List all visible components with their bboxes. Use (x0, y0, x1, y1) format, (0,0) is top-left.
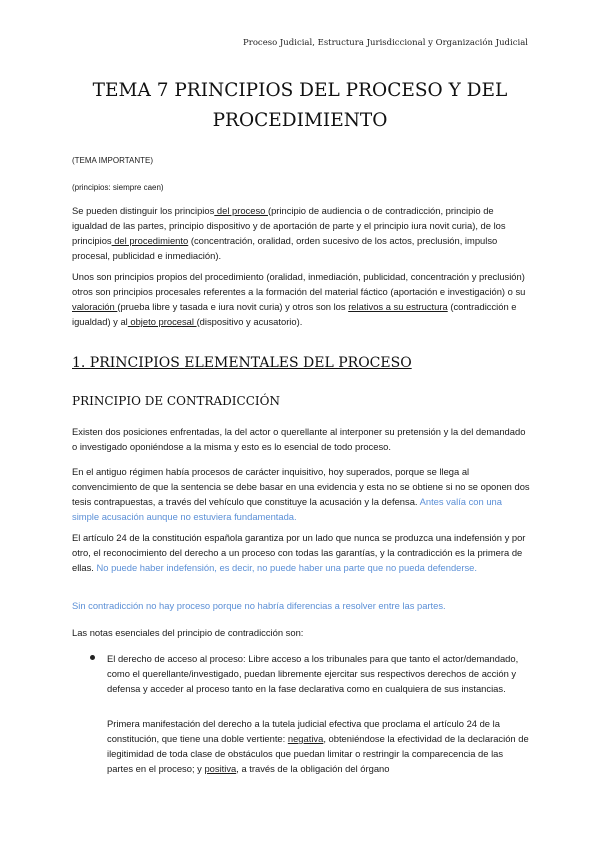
link-del-proceso: del proceso (214, 205, 268, 216)
term-negativa: negativa (287, 733, 324, 744)
bullet-item-1: El derecho de acceso al proceso: Libre acceso a los tribunales para que tanto el actor/demandado, como el querellante/investigado, puedan libremente ejercitar sus respectivos derechos de acción y defensa y acceder al proceso tanto en la fase declarativa como en cualquiera de sus instancias. (107, 653, 519, 694)
term-positiva: positiva (204, 763, 237, 774)
title-line-2: PROCEDIMIENTO (212, 110, 388, 131)
title-line-1: TEMA 7 PRINCIPIOS DEL PROCESO Y DEL (92, 80, 508, 101)
bullet-item-1-subparagraph: Primera manifestación del derecho a la tutela judicial efectiva que proclama el artículo 24 de la constitución, que tiene una doble vertiente: negativa, obteniéndose la efectividad de la declaración de ilegitimidad de toda clase de obstáculos que puedan limitar o restringir la comparecencia de las partes en el proceso; y positiva, a través de la obligación del órgano (107, 718, 529, 774)
note-important: (TEMA IMPORTANTE) (72, 156, 154, 165)
link-del-procedimiento: del procedimiento (111, 235, 189, 246)
intro-paragraph-2: Unos son principios propios del procedimiento (oralidad, inmediación, publicidad, concentración y preclusión) otros son principios procesales referentes a la formación del material fáctico (aportación e investigación) o su valoración (prueba libre y tasada e iura novit curia) y otros son los relativos a su estructura (contradicción e igualdad) y al objeto procesal (dispositivo y acusatorio). (72, 271, 526, 327)
term-relativos-estructura: relativos a su estructura (348, 301, 448, 312)
annotation-blue-3: Sin contradicción no hay proceso porque no habría diferencias a resolver entre las partes. (72, 600, 446, 611)
paragraph-notas: Las notas esenciales del principio de contradicción son: (72, 627, 304, 638)
note-always: (principios: siempre caen) (72, 183, 164, 192)
page-title (60, 76, 540, 136)
annotation-blue-2: No puede haber indefensión, es decir, no puede haber una parte que no pueda defenderse. (93, 562, 478, 573)
intro-paragraph-1: Se pueden distinguir los principios del proceso (principio de audiencia o de contradicción, principio de igualdad de las partes, principio dispositivo y de aportación de parte y el principio iura novit curia), de los principios del procedimiento (concentración, oralidad, orden sucesivo de los actos, preclusión, impulso procesal, publicidad e inmediación). (72, 205, 506, 261)
bullet-dot-icon (90, 655, 95, 660)
section-heading: 1. PRINCIPIOS ELEMENTALES DEL PROCESO (72, 355, 412, 371)
running-header: Proceso Judicial, Estructura Jurisdiccional y Organización Judicial (243, 38, 528, 48)
term-valoracion: valoración (72, 301, 118, 312)
paragraph-contradiccion-2: En el antiguo régimen había procesos de carácter inquisitivo, hoy superados, porque se llega al convencimiento de que la sentencia se debe basar en una evidencia y esta no se obtiene si no se oponen dos tesis contrapuestas, a través del vehículo que constituye la acusación y la defensa. Antes valía con una simple acusación aunque no estuviera fundamentada. (72, 466, 530, 522)
paragraph-contradiccion-1: Existen dos posiciones enfrentadas, la del actor o querellante al interponer su pretensión y la del demandado o investigado oponiéndose a la misma y esto es lo esencial de todo proceso. (72, 426, 526, 452)
term-objeto-procesal: objeto procesal (127, 316, 197, 327)
subsection-heading: PRINCIPIO DE CONTRADICCIÓN (72, 394, 280, 408)
annotation-blue-1: Antes valía con una simple acusación aunque no estuviera fundamentada. (72, 496, 502, 522)
paragraph-contradiccion-3: El artículo 24 de la constitución española garantiza por un lado que nunca se produzca una indefensión y por otro, el reconocimiento del derecho a un proceso con todas las garantías, y la contradicción es la primera de ellas. No puede haber indefensión, es decir, no puede haber una parte que no pueda defenderse. (72, 532, 526, 573)
